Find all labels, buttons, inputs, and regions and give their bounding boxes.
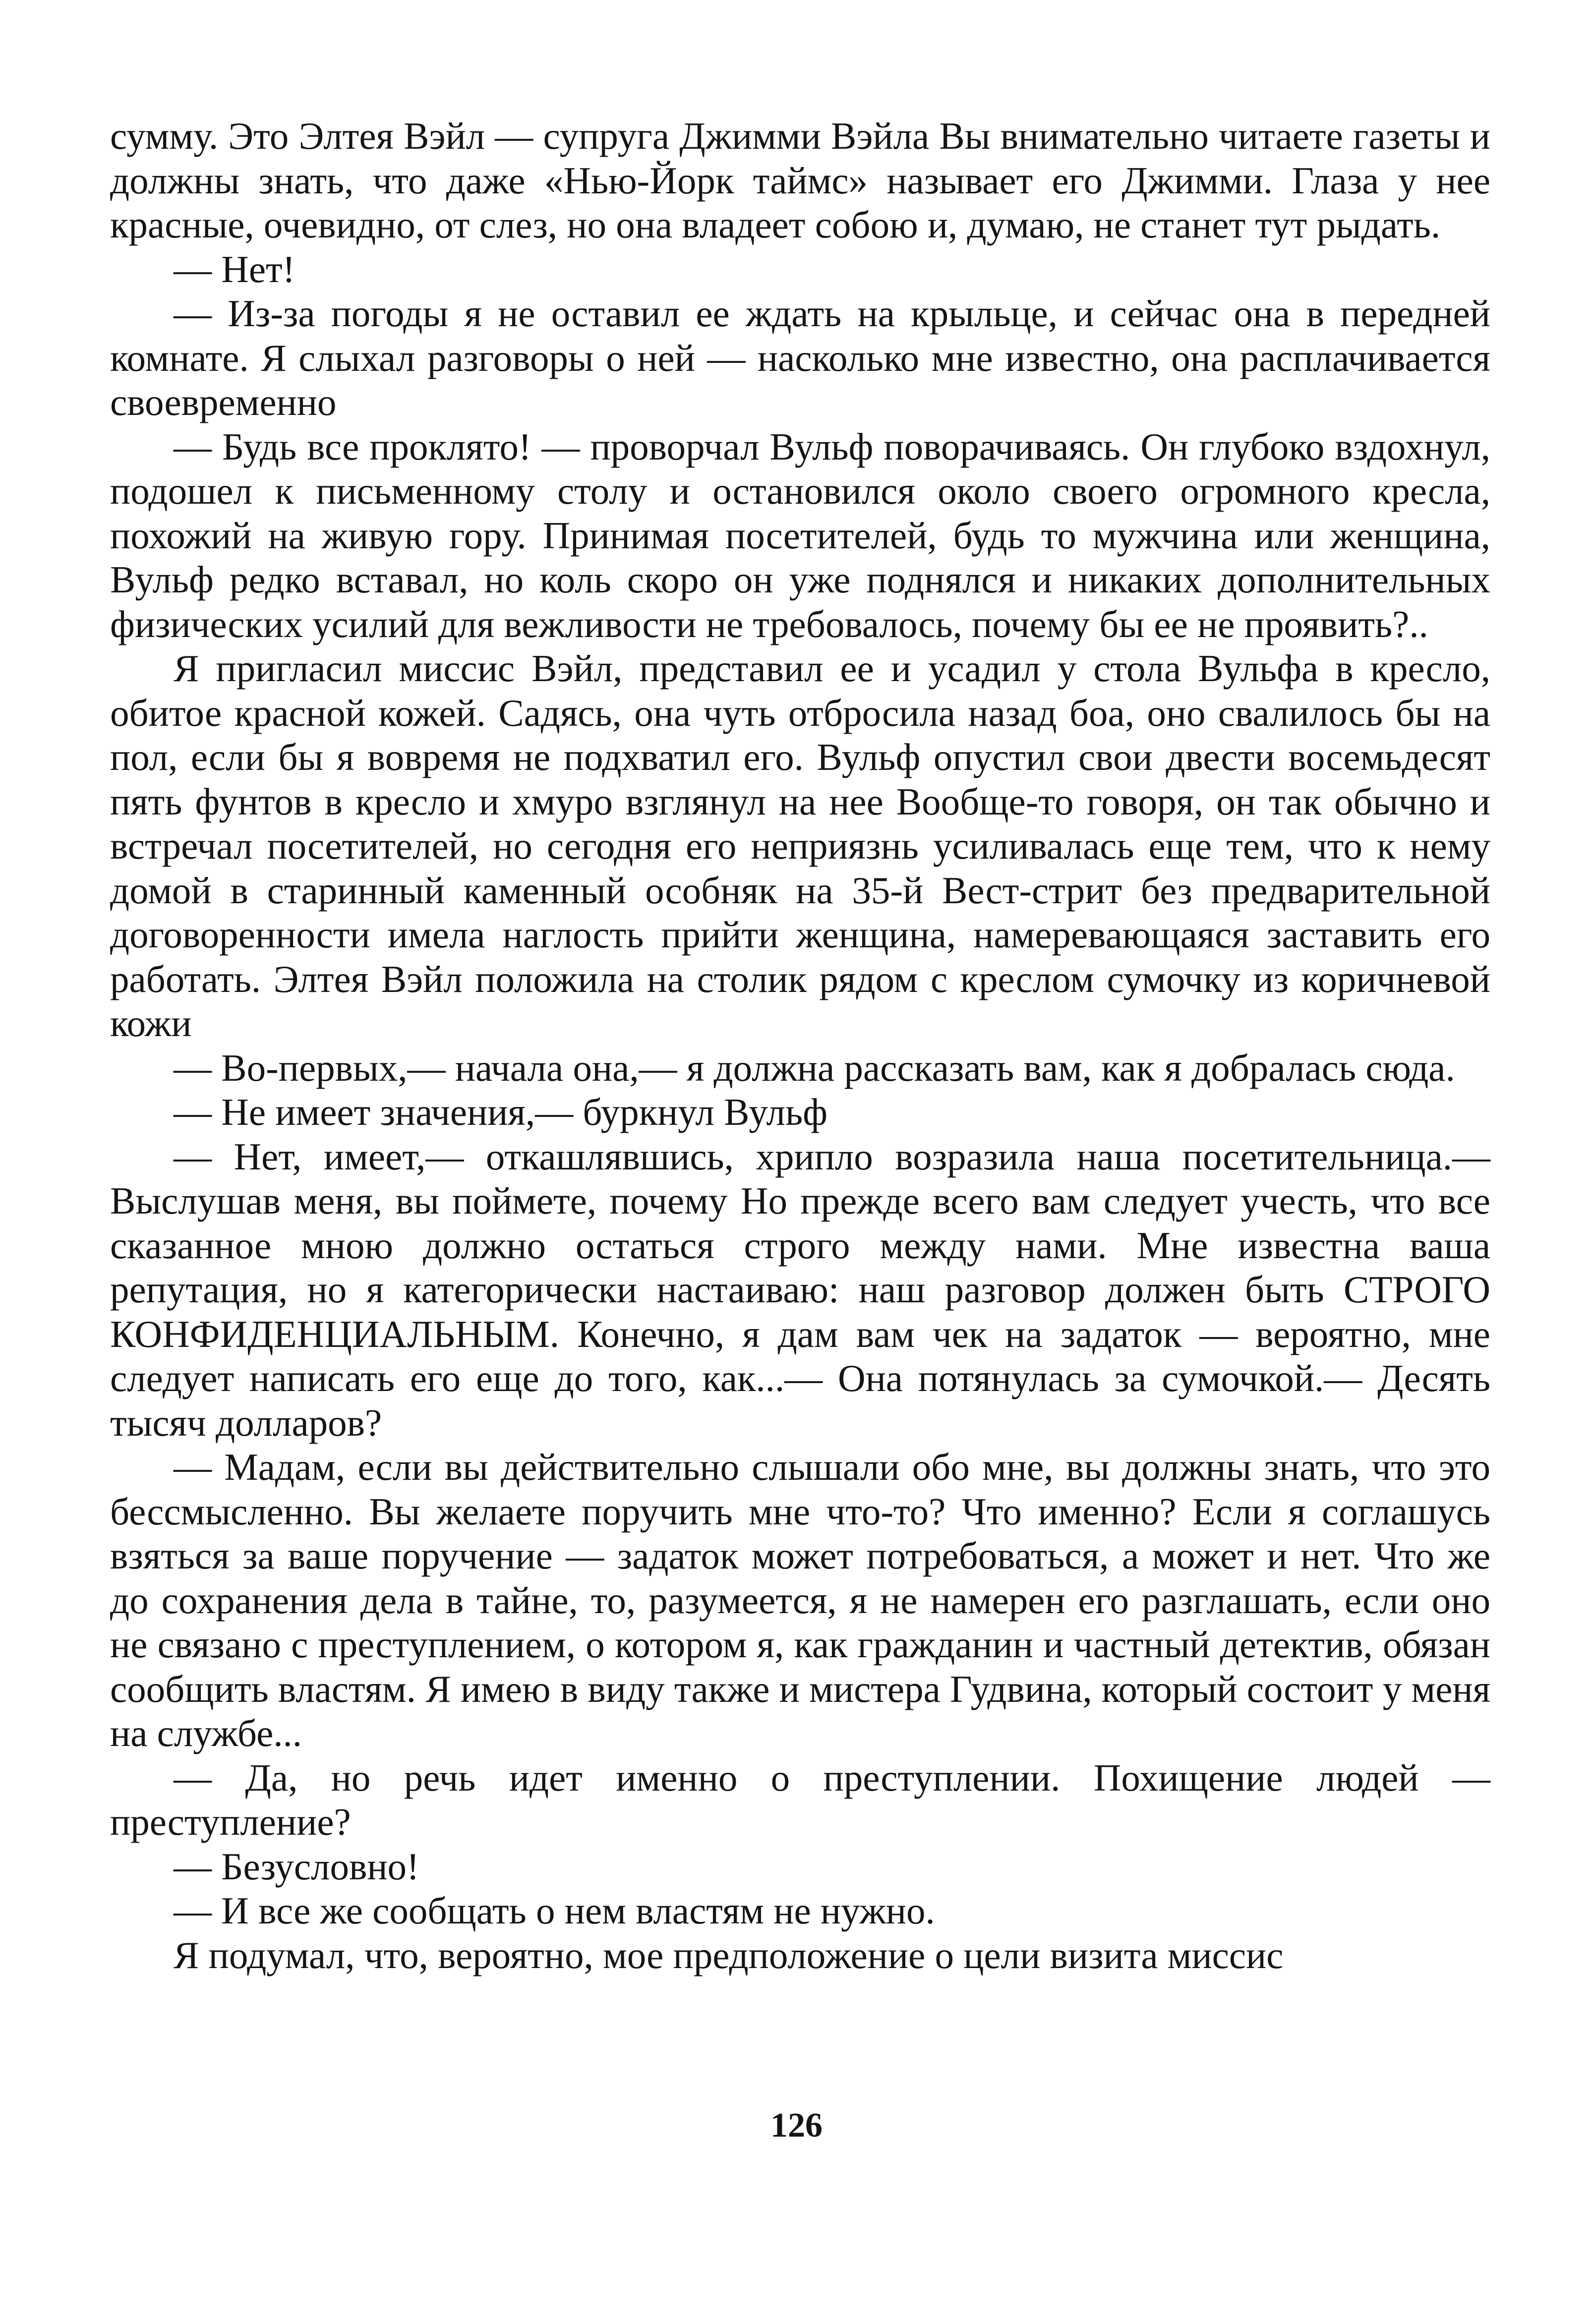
paragraph-7: — Не имеет значения,— буркнул Вульф bbox=[174, 1091, 827, 1133]
paragraph-5: Я пригласил миссис Вэйл, представил ее и усадил у стола Вульфа в кресло, обитое красной кожей. Садясь, она чуть отбросила назад боа, оно свалилось бы на пол, если бы я вовремя не подхватил его. Вульф опустил свои двести восемьдесят пять фунтов в кресло и хмуро взглянул на нее Вообще-то говоря, он так обычно и встречал посетителей, но сегодня его неприязнь усиливалась еще тем, что к нему домой в старинный каменный особняк на 35-й Вест-стрит без предварительной договоренности имела наглость прийти женщина, намеревающаяся заставить его работать. Элтея Вэйл положила на столик рядом с креслом сумочку из коричневой кожи bbox=[110, 647, 1490, 1045]
paragraph-1: сумму. Это Элтея Вэйл — супруга Джимми Вэйла Вы внимательно читаете газеты и должны знать, что даже «Нью-Йорк таймс» называет его Джимми. Глаза у нее красные, очевидно, от слез, но она владеет собою и, думаю, не станет тут рыдать. bbox=[110, 115, 1490, 246]
paragraph-11: — Безусловно! bbox=[174, 1845, 419, 1888]
paragraph-9: — Мадам, если вы действительно слышали обо мне, вы должны знать, что это бессмысленно. Вы желаете поручить мне что-то? Что именно? Если я соглашусь взяться за ваше поручение — задаток может потребоваться, а может и нет. Что же до сохранения дела в тайне, то, разумеется, я не намерен его разглашать, если оно не связано с преступлением, о котором я, как гражданин и частный детектив, обязан сообщить властям. Я имею в виду также и мистера Гудвина, который состоит у меня на службе... bbox=[110, 1446, 1490, 1754]
page-text bbox=[110, 114, 1490, 1977]
page-number: 126 bbox=[770, 2106, 823, 2145]
paragraph-6: — Во-первых,— начала она,— я должна рассказать вам, как я добралась сюда. bbox=[174, 1046, 1455, 1089]
paragraph-12: — И все же сообщать о нем властям не нужно. bbox=[174, 1889, 935, 1932]
paragraph-2: — Нет! bbox=[174, 247, 295, 290]
paragraph-4: — Будь все проклято! — проворчал Вульф поворачиваясь. Он глубоко вздохнул, подошел к письменному столу и остановился около своего огромного кресла, похожий на живую гору. Принимая посетителей, будь то мужчина или женщина, Вульф редко вставал, но коль скоро он уже поднялся и никаких дополнительных физических усилий для вежливости не требовалось, почему бы ее не проявить?.. bbox=[110, 425, 1490, 645]
paragraph-3: — Из-за погоды я не оставил ее ждать на крыльце, и сейчас она в передней комнате. Я слыхал разговоры о ней — насколько мне известно, она расплачивается своевременно bbox=[110, 292, 1490, 423]
paragraph-8: — Нет, имеет,— откашлявшись, хрипло возразила наша посетительница.— Выслушав меня, вы поймете, почему Но прежде всего вам следует учесть, что все сказанное мною должно остаться строго между нами. Мне известна ваша репутация, но я категорически настаиваю: наш разговор должен быть СТРОГО КОНФИДЕНЦИАЛЬНЫМ. Конечно, я дам вам чек на задаток — вероятно, мне следует написать его еще до того, как...— Она потянулась за сумочкой.— Десять тысяч долларов? bbox=[110, 1135, 1490, 1444]
paragraph-13: Я подумал, что, вероятно, мое предположение о цели визита миссис bbox=[174, 1933, 1284, 1976]
paragraph-10: — Да, но речь идет именно о преступлении. Похищение людей — преступление? bbox=[110, 1756, 1490, 1843]
